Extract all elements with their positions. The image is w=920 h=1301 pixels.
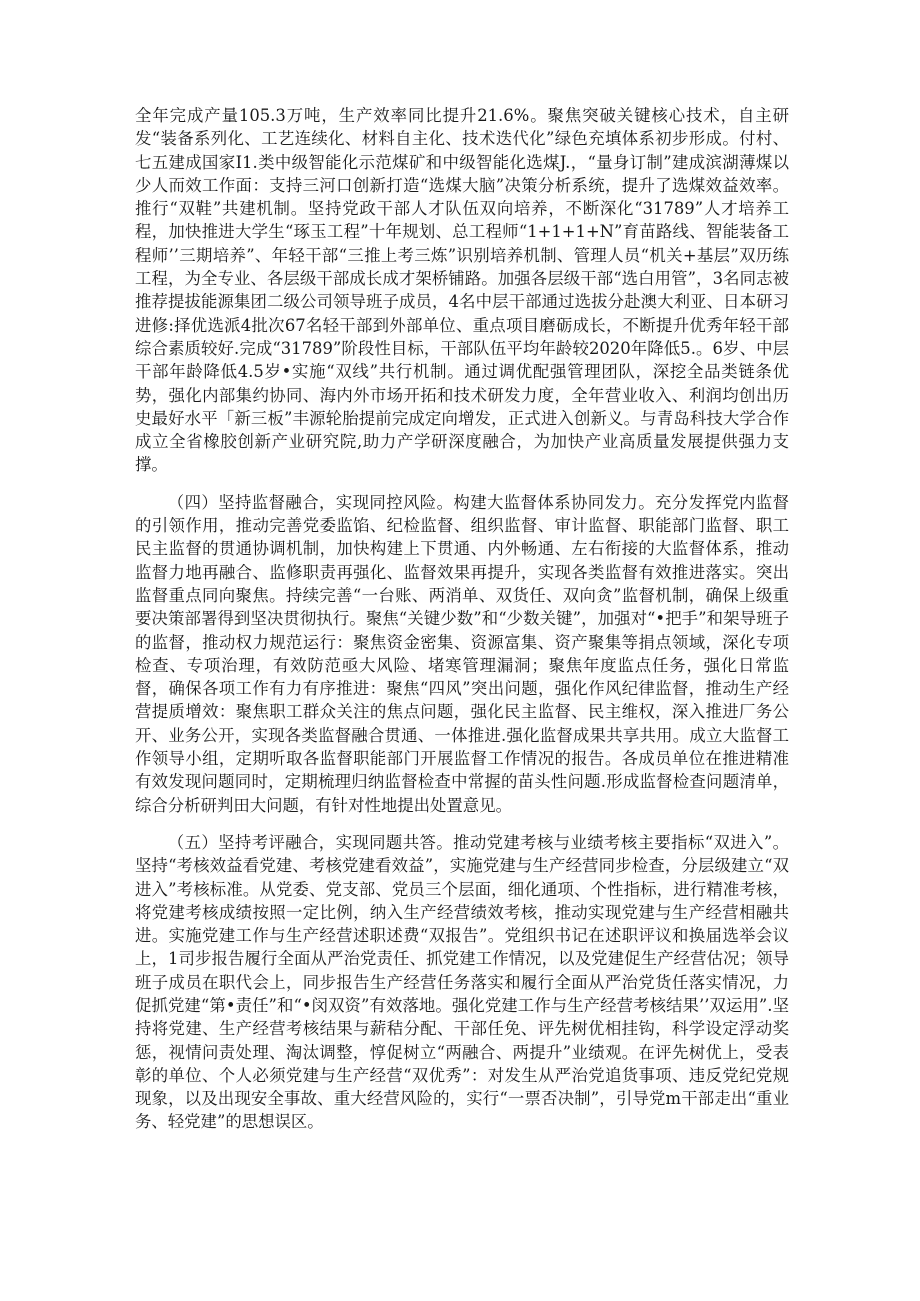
document-body [135, 104, 789, 1134]
paragraph-continuation: 全年完成产量105.3万吨，生产效率同比提升21.6%。聚焦突破关键核心技术，自主研发“装备系列化、工艺连续化、材料自主化、技术迭代化”绿色充填体系初步形成。付村、七五建成国家I1.类中级智能化示范煤矿和中级智能化选煤J.，“量身订制”建成滨湖薄煤以少人而效工作面：支持三河口创新打造“选煤大脑”决策分析系统，提升了选煤效益效率。推行“双鞋”共建机制。坚持党政干部人才队伍双向培养，不断深化“31789”人才培养工程，加快推进大学生“琢玉工程”十年规划、总工程师“1+1+1+N”育苗路线、智能装备工程师’’三期培养”、年轻干部“三推上考三炼”识别培养机制、管理人员“机关+基层”双历练工程，为全专业、各层级干部成长成才架桥铺路。加强各层级干部“选白用管”，3名同志被推荐提拔能源集团二级公司领导班子成员，4名中层干部通过选拔分赴澳大利亚、日本研习进修:择优选派4批次67名轻干部到外部单位、重点项目磨砺成长，不断提升优秀年轻干部综合素质较好.完成“31789”阶段性目标，干部队伍平均年龄较2020年降低5.。6岁、中层干部年龄降低4.5岁•实施“双线”共行机制。通过调优配强管理团队，深挖全品类链条优势，强化内部集约协同、海内外市场开拓和技术研发力度，全年营业收入、利润均创出历史最好水平「新三板”丰源轮胎提前完成定向增发，正式进入创新义。与青岛科技大学合作成立全省橡胶创新产业研究院,助力产学研深度融合，为加快产业高质量发展提供强力支撑。 [135, 106, 789, 475]
paragraph-evaluation: （五）坚持考评融合，实现同题共答。推动党建考核与业绩考核主要指标“双进入”。坚持“考核效益看党建、考核党建看效益”，实施党建与生产经营同步检查，分层级建立“双进入”考核标准。从党委、党支部、党员三个层面，细化通项、个性指标，进行精准考核，将党建考核成绩按照一定比例，纳入生产经营绩效考核，推动实现党建与生产经营相融共进。实施党建工作与生产经营述职述费“双报告”。党组织书记在述职评议和换届选举会议上，1司步报告履行全面从严治党责任、抓党建工作情况，以及党建促生产经营估况；领导班子成员在职代会上，同步报告生产经营任务落实和履行全面从严治党货任落实情况，力促抓党建“第•责任”和“•闵双资”有效落地。强化党建工作与生产经营考核结果’’双运用”.坚持将党建、生产经营考核结果与薪秸分配、干部任免、评先树优相挂钩，科学设定浮动奖惩，视情问责处理、淘汰调整，惇促树立“两融合、两提升”业绩观。在评先树优上，受表彰的单位、个人必须党建与生产经营“双优秀”：对发生从严治党追货事项、违反党纪党规现象，以及出现安全事故、重大经营风险的，实行“一票否决制”，引导党m干部走出“重业务、轻党建”的思想误区。 [135, 832, 789, 1132]
paragraph-supervision: （四）坚持监督融合，实现同控风险。构建大监督体系协同发力。充分发挥党内监督的引领作用，推动完善党委监馅、纪检监督、组织监督、审计监督、职能部门监督、职工民主监督的贯通协调机制，加快构建上下贯通、内外畅通、左右衔接的大监督体系，推动监督力地再融合、监修职责再强化、监督效果再提升，实现各类监督有效推进落实。突出监督重点同向聚焦。持续完善“一台账、两消单、双货任、双向贪”监督机制，确保上级重要决策部署得到坚决贯彻执行。聚焦“关键少数”和“少数关键”，加强对“•把手”和架导班子的监督，推动权力规范运行：聚焦资金密集、资源富集、资产聚集等捐点领域，深化专项检查、专项治理，有效防范亟大风险、堵寒管理漏洞；聚焦年度监点任务，强化日常监督，确保各项工作有力有序推进：聚焦“四风”突出问题，强化作风纪律监督，推动生产经营提质增效：聚焦职工群众关注的焦点问题，强化民主监督、民主维权，深入推进厂务公开、业务公开，实现各类监督融合贯通、一体推进.强化监督成果共享共用。成立大监督工作领导小组，定期听取各监督职能部门开展监督工作情况的报告。各成员单位在推进精准有效发现问题同时，定期梳理归纳监督检查中常握的苗头性问题.形成监督检查问题清单，综合分析研判田大问题，有针对性地提出处置意见。 [135, 492, 789, 815]
